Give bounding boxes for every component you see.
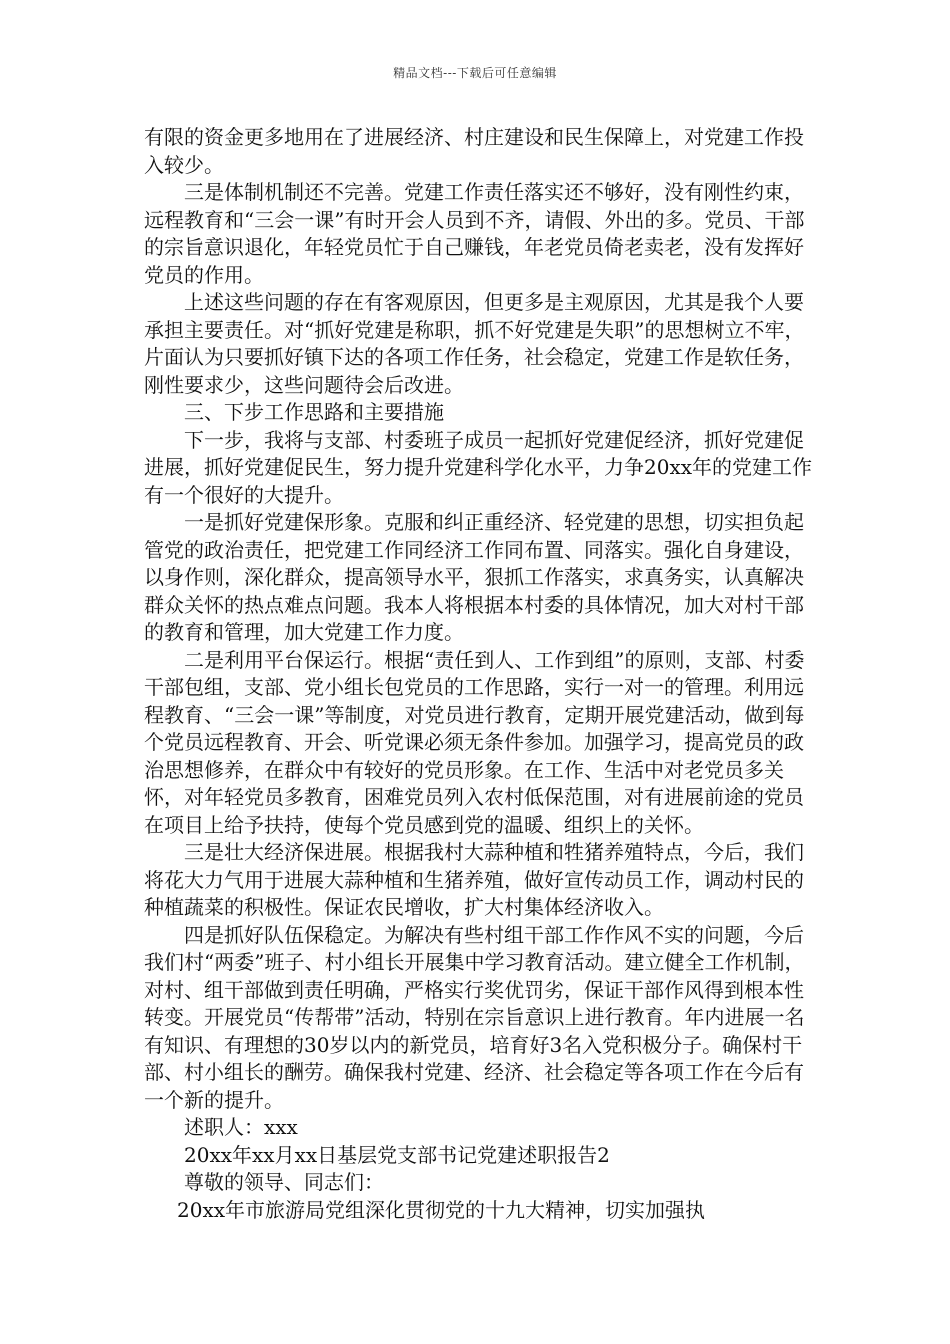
reporter-signature: 述职人：xxx [184,1115,298,1139]
paragraph: 三是壮大经济保进展。根据我村大蒜种植和牲猪养殖特点，今后，我们将花大力气用于进展大蒜种植和生猪养殖，做好宣传动员工作，调动村民的种植蔬菜的积极性。保证农民增收，扩大村集体经济收入。 [144,840,804,919]
opening-paragraph: 20xx年市旅游局党组深化贯彻党的十九大精神，切实加强执 [177,1197,706,1222]
next-report-title: 基层党支部书记党建述职报告2 [337,1142,610,1167]
paragraph: 三是体制机制还不完善。党建工作责任落实还不够好，没有刚性约束，远程教育和“三会一课”有时开会人员到不齐，请假、外出的多。党员、干部的宗旨意识退化，年轻党员忙于自己赚钱，年老党员倚老卖老，没有发挥好党员的作用。 [144,180,805,287]
report-date: 20xx年xx月xx日 [184,1142,338,1167]
paragraph: 一是抓好党建保形象。克服和纠正重经济、轻党建的思想，切实担负起管党的政治责任，把党建工作同经济工作同布置、同落实。强化自身建设，以身作则，深化群众，提高领导水平，狠抓工作落实，求真务实，认真解决群众关怀的热点难点问题。我本人将根据本村委的具体情况，加大对村干部的教育和管理，加大党建工作力度。 [144,510,804,644]
paragraph: 四是抓好队伍保稳定。为解决有些村组干部工作作风不实的问题，今后我们村“两委”班子、村小组长开展集中学习教育活动。建立健全工作机制，对村、组干部做到责任明确，严格实行奖优罚劣，保证干部作风得到根本性转变。开展党员“传帮带”活动，特别在宗旨意识上进行教育。年内进展一名有知识、有理想的30岁以内的新党员，培育好3名入党积极分子。确保村干部、村小组长的酬劳。确保我村党建、经济、社会稳定等各项工作在今后有一个新的提升。 [144,922,805,1112]
section-heading: 三、下步工作思路和主要措施 [184,400,444,424]
paragraph: 二是利用平台保运行。根据“责任到人、工作到组”的原则，支部、村委干部包组，支部、党小组长包党员的工作思路，实行一对一的管理。利用远程教育、“三会一课”等制度，对党员进行教育，定期开展党建活动，做到每个党员远程教育、开会、听党课必须无条件参加。加强学习，提高党员的政治思想修养，在群众中有较好的党员形象。在工作、生活中对老党员多关怀，对年轻党员多教育，困难党员列入农村低保范围，对有进展前途的党员在项目上给予扶持，使每个党员感到党的温暖、组织上的关怀。 [144,647,805,837]
paragraph: 下一步，我将与支部、村委班子成员一起抓好党建促经济，抓好党建促进展，抓好党建促民生，努力提升党建科学化水平，力争20xx年的党建工作有一个很好的大提升。 [144,427,813,507]
greeting: 尊敬的领导、同志们： [184,1170,384,1194]
paragraph: 上述这些问题的存在有客观原因，但更多是主观原因，尤其是我个人要承担主要责任。对“抓好党建是称职，抓不好党建是失职”的思想树立不牢，片面认为只要抓好镇下达的各项工作任务，社会稳定，党建工作是软任务，刚性要求少，这些问题待会后改进。 [144,290,805,397]
paragraph: 有限的资金更多地用在了进展经济、村庄建设和民生保障上，对党建工作投入较少。 [144,125,804,177]
page-header: 精品文档---下载后可任意编辑 [393,66,557,80]
document-body [144,124,816,1224]
date-line [144,1142,816,1170]
